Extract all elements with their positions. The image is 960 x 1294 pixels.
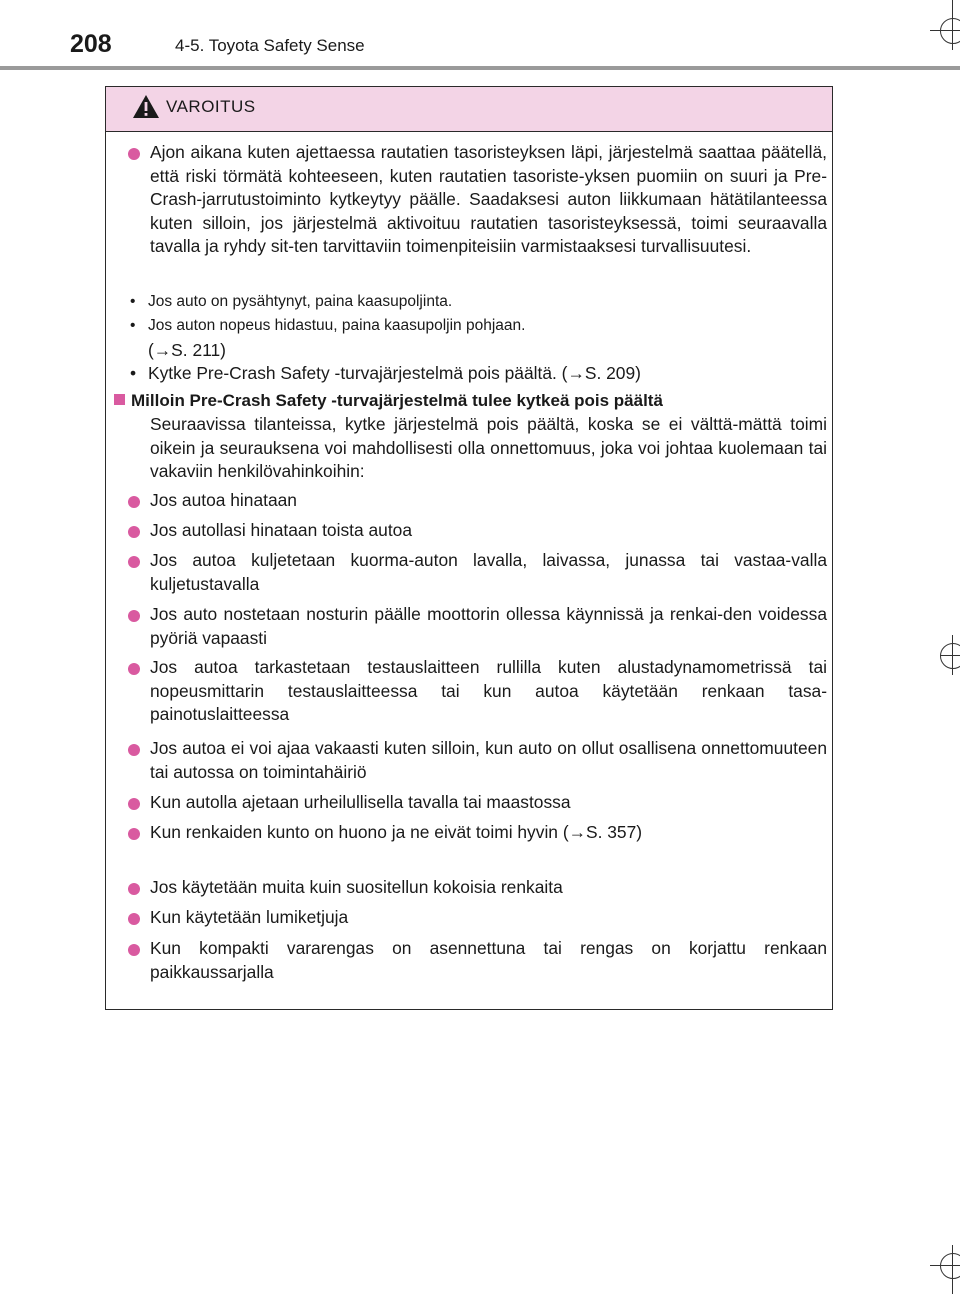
warning-triangle-icon xyxy=(132,94,160,119)
registration-mark xyxy=(940,643,960,669)
bullet-icon xyxy=(128,913,140,925)
bullet-icon xyxy=(128,944,140,956)
section-heading: Milloin Pre-Crash Safety -turvajärjestelmä tulee kytkeä pois päältä xyxy=(114,391,663,411)
bullet-icon xyxy=(128,883,140,895)
bullet-icon xyxy=(128,148,140,160)
list-item: Kun kompakti vararengas on asennettuna tai rengas on korjattu renkaan paikkaussarjalla xyxy=(150,938,827,982)
list-item: Jos autoa ei voi ajaa vakaasti kuten silloin, kun auto on ollut osallisena onnettomuuteen tai autossa on toimintahäiriö xyxy=(150,738,827,782)
registration-mark xyxy=(940,1253,960,1279)
warning-label: VAROITUS xyxy=(166,97,256,116)
warning-box: VAROITUS Ajon aikana kuten ajettaessa rautatien tasoristeyksen läpi, järjestelmä saattaa päätellä, että riski törmätä kohteeseen, kuten rautatien tasoriste-yksen puomiin on suuri ja Pre-Crash-jarrutustoiminto kytkeytyy päälle. Saadaksesi auton liikkumaan hätätilanteessa kuten silloin, jos järjestelmä aktivoituu rautatien tasoristeyksessä, toimi seuraavalla tavalla ja ryhdy sit-ten tarvittaviin toimenpiteisiin varmistaaksesi turvallisuutesi. • Jos auto on pysähtynyt, paina kaasupoljinta. • Jos auton nopeus hidastuu, paina kaasupoljin pohjaan. (→S. 211) • Kytke Pre-Crash Safety -turvajärjestelmä pois päältä. (→S. 209) Milloin Pre-Crash Safety -turvajärjestelmä tulee kytkeä pois päältä Seuraavissa tilanteissa, kytke järjestelmä pois päältä, koska se ei välttä-mättä toimi oikein ja seurauksena voi mahdollisesti olla onnettomuus, joka voi johtaa kuolemaan tai vakaviin henkilövahinkoihin: Jos autoa hinataan Jos autollasi hinataan toista autoa Jos autoa kuljetetaan kuorma-auton lavalla, laivassa, junassa tai vastaa-valla kuljetustavalla Jos auto nostetaan nosturin päälle moottorin ollessa käynnissä ja renkai-den voidessa pyöriä vapaasti Jos autoa tarkastetaan testauslaitteen rullilla kuten alustadynamometrissä tai nopeusmittarin testauslaitteessa tai kun autoa käytetään renkaan tasa-painotuslaitteessa Jos autoa ei voi ajaa vakaasti kuten silloin, kun auto on ollut osallisena onnettomuuteen tai autossa on toimintahäiriö Kun autolla ajetaan urheilullisella tavalla tai maastossa Kun renkaiden kunto on huono ja ne eivät toimi hyvin (→S. 357) Jos käytetään muita kuin suositellun kokoisia renkaita Kun käytetään lumiketjuja Kun kompakti vararengas on asennettuna tai rengas on korjattu renkaan paikkaussarjalla xyxy=(105,86,833,1010)
bullet-icon xyxy=(128,496,140,508)
list-item: Jos käytetään muita kuin suositellun kokoisia renkaita xyxy=(150,877,563,897)
bullet-icon xyxy=(128,556,140,568)
list-item: Kun autolla ajetaan urheilullisella tavalla tai maastossa xyxy=(150,792,571,812)
bullet-icon xyxy=(128,798,140,810)
bullet-icon xyxy=(128,744,140,756)
section-title: 4-5. Toyota Safety Sense xyxy=(175,36,365,55)
list-item: Jos auto nostetaan nosturin päälle moottorin ollessa käynnissä ja renkai-den voidessa pyöriä vapaasti xyxy=(150,604,827,648)
bullet-icon xyxy=(128,610,140,622)
intro-paragraph: Ajon aikana kuten ajettaessa rautatien tasoristeyksen läpi, järjestelmä saattaa päätellä, että riski törmätä kohteeseen, kuten rautatien tasoriste-yksen puomiin on suuri ja Pre-Crash-jarrutustoiminto kytkeytyy päälle. Saadaksesi auton liikkumaan hätätilanteessa kuten silloin, jos järjestelmä aktivoituu rautatien tasoristeyksessä, toimi seuraavalla tavalla ja ryhdy sit-ten tarvittaviin toimenpiteisiin varmistaaksesi turvallisuutesi. xyxy=(150,142,827,256)
list-item: Kun käytetään lumiketjuja xyxy=(150,907,349,927)
list-item: Jos autollasi hinataan toista autoa xyxy=(150,520,413,540)
section-paragraph: Seuraavissa tilanteissa, kytke järjestelmä pois päältä, koska se ei välttä-mättä toimi oikein ja seurauksena voi mahdollisesti olla onnettomuus, joka voi johtaa kuolemaan tai vakaviin henkilövahinkoihin: xyxy=(150,414,827,481)
warning-header xyxy=(106,87,832,132)
bullet-icon xyxy=(128,663,140,675)
sub-item-reference: (→S. 211) xyxy=(148,340,226,360)
list-item: Jos autoa hinataan xyxy=(150,490,297,510)
heading-square-icon xyxy=(114,394,125,405)
list-item: Jos autoa kuljetetaan kuorma-auton lavalla, laivassa, junassa tai vastaa-valla kuljetustavalla xyxy=(150,550,827,594)
page-number: 208 xyxy=(70,30,112,58)
header-rule xyxy=(0,66,960,70)
list-item: Kun renkaiden kunto on huono ja ne eivät toimi hyvin (→S. 357) xyxy=(150,822,643,842)
list-item: Jos autoa tarkastetaan testauslaitteen rullilla kuten alustadynamometrissä tai nopeusmittarin testauslaitteessa tai kun autoa käytetään renkaan tasa-painotuslaitteessa xyxy=(150,657,827,724)
bullet-icon xyxy=(128,526,140,538)
bullet-icon xyxy=(128,828,140,840)
registration-mark xyxy=(940,18,960,44)
